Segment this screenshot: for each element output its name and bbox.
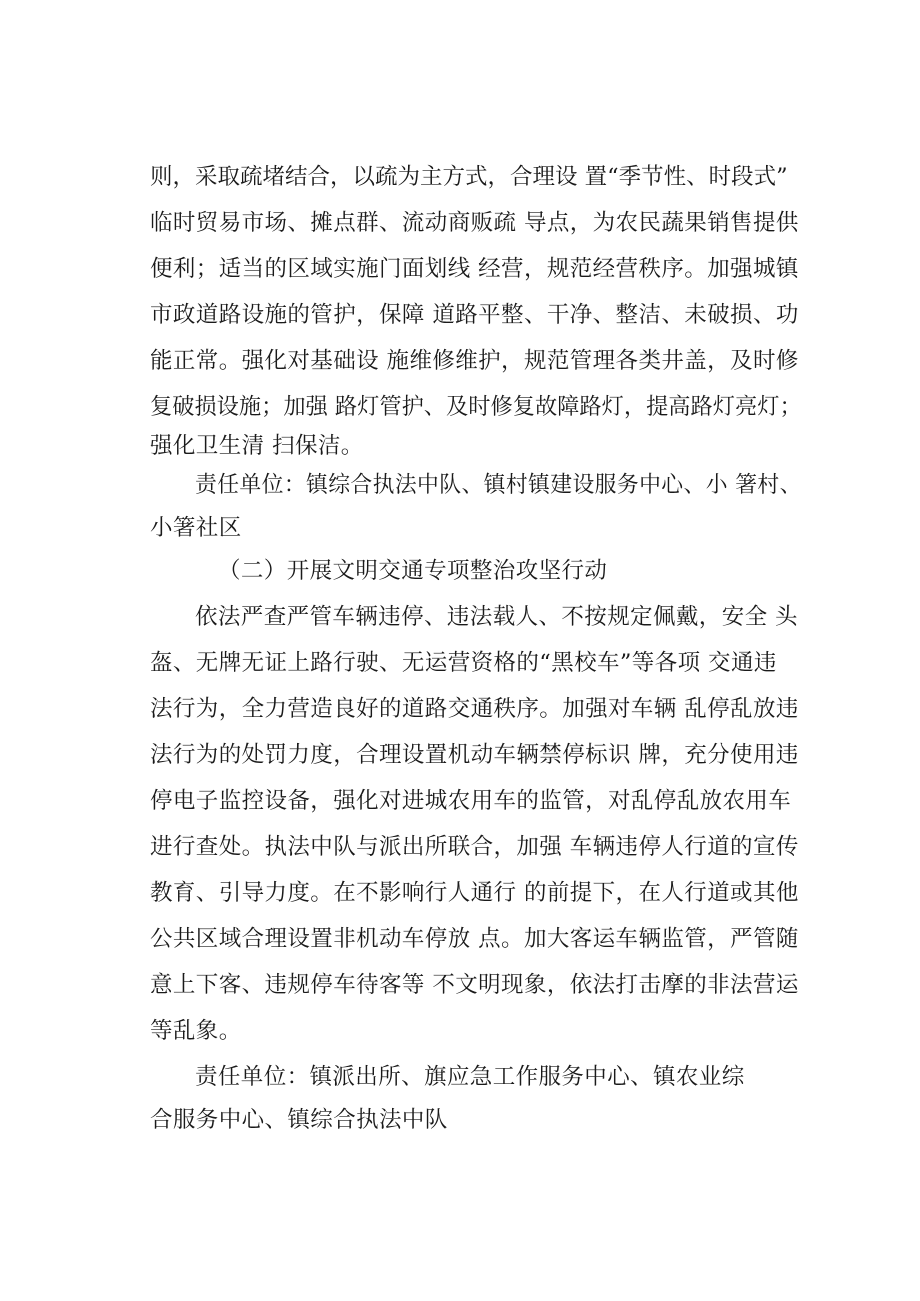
- text-line: 等乱象。: [150, 1018, 242, 1044]
- text-line: 教育、引导力度。在不影响行人通行 的前提下，在人行道或其他: [150, 880, 799, 906]
- text-line: 小箸社区: [150, 515, 242, 541]
- text-line: 复破损设施；加强 路灯管护、及时修复故障路灯，提高路灯亮灯；: [150, 394, 802, 420]
- text-line: 依法严查严管车辆违停、违法载人、不按规定佩戴，安全 头: [195, 604, 798, 630]
- text-line: 停电子监控设备，强化对进城农用车的监管，对乱停乱放农用车: [150, 788, 792, 814]
- text-line: 法行为，全力营造良好的道路交通秩序。加强对车辆 乱停乱放违: [150, 696, 799, 722]
- text-line: 责任单位：镇派出所、旗应急工作服务中心、镇农业综: [195, 1064, 745, 1090]
- text-line: 便利；适当的区域实施门面划线 经营，规范经营秩序。加强城镇: [150, 256, 799, 282]
- text-line: 盔、无牌无证上路行驶、无运营资格的“黑校车”等各项 交通违: [150, 650, 777, 676]
- text-line: 进行查处。执法中队与派出所联合，加强 车辆违停人行道的宣传: [150, 834, 799, 860]
- section-heading: （二）开展文明交通专项整治攻坚行动: [218, 558, 608, 584]
- text-line: 法行为的处罚力度，合理设置机动车辆禁停标识 牌，充分使用违: [150, 742, 799, 768]
- text-line: 责任单位：镇综合执法中队、镇村镇建设服务中心、小 箸村、: [195, 472, 802, 498]
- text-line: 临时贸易市场、摊点群、流动商贩疏 导点，为农民蔬果销售提供: [150, 210, 799, 236]
- text-line: 合服务中心、镇综合执法中队: [150, 1107, 448, 1133]
- text-line: 能正常。强化对基础设 施维修维护，规范管理各类井盖，及时修: [150, 348, 799, 374]
- text-line: 则，采取疏堵结合，以疏为主方式，合理设 置“季节性、时段式”: [150, 164, 788, 190]
- text-line: 强化卫生清 扫保洁。: [150, 433, 364, 459]
- text-line: 市政道路设施的管护，保障 道路平整、干净、整洁、未破损、功: [150, 302, 799, 328]
- text-line: 意上下客、违规停车待客等 不文明现象，依法打击摩的非法营运: [150, 972, 799, 998]
- text-line: 公共区域合理设置非机动车停放 点。加大客运车辆监管，严管随: [150, 926, 799, 952]
